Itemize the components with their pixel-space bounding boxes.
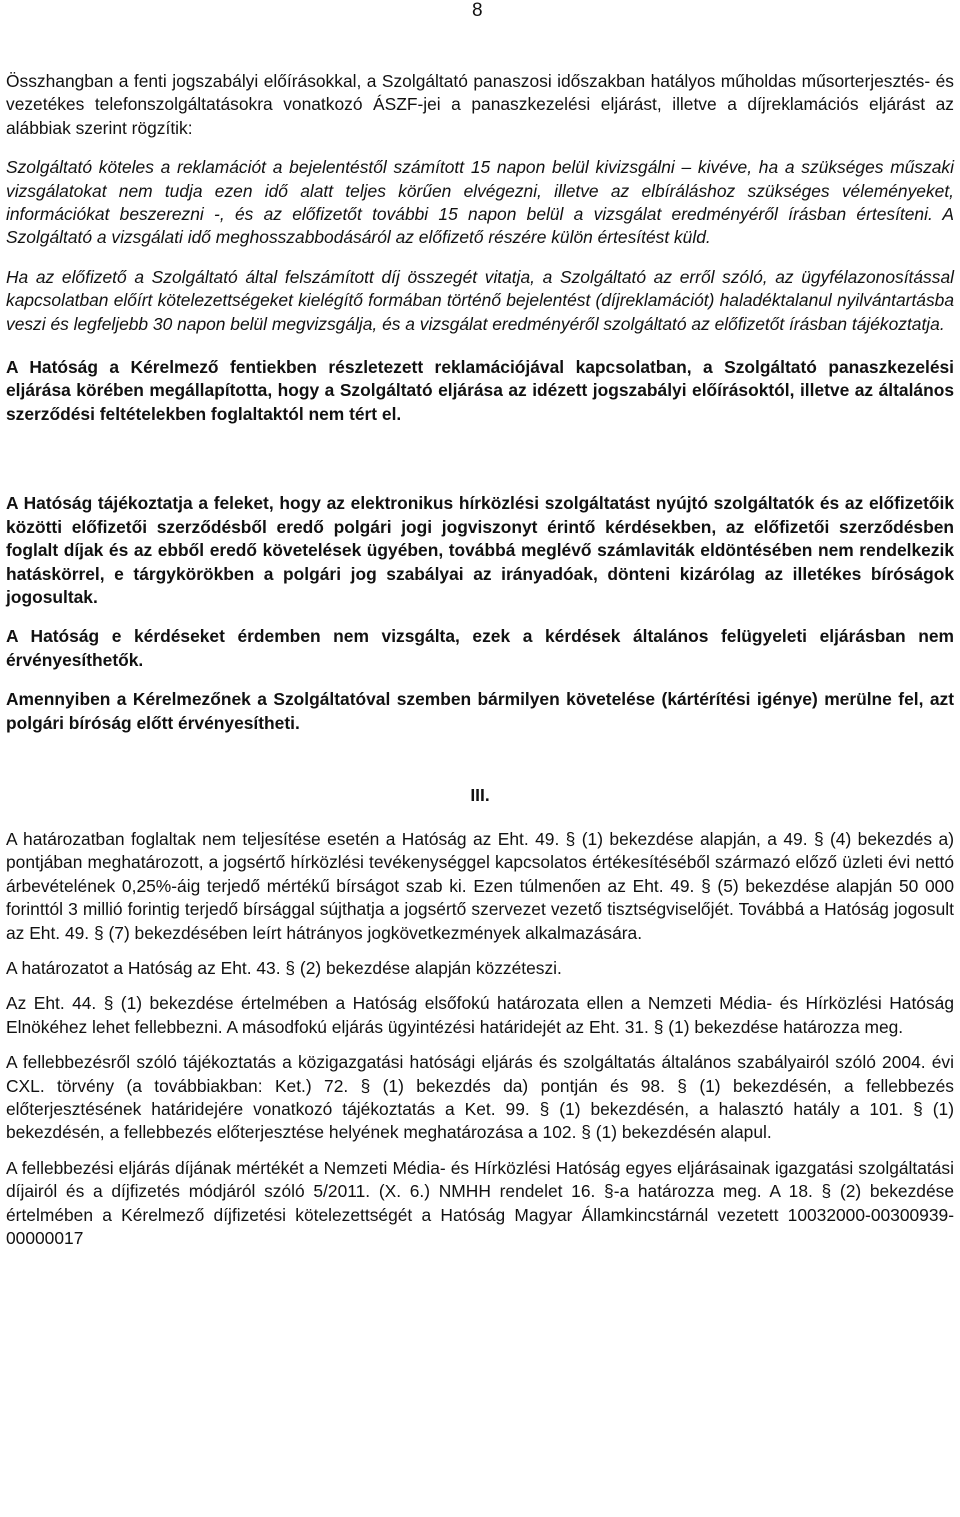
paragraph-appeal-fee: A fellebbezési eljárás díjának mértékét a Nemzeti Média- és Hírközlési Hatóság egyes eljárásainak igazgatási szolgáltatási díjairól és a díjfizetés módjáról szóló 5/2011. (X. 6.) NMHH rendelet 16. §-a határozza meg. A 18. § (2) bekezdése értelmében a Kérelmező díjfizetési kötelezettségét a Hatóság Magyar Államkincstárnál vezetett 10032000-00300939-00000017 [6,1157,954,1249]
paragraph-jurisdiction: A Hatóság tájékoztatja a feleket, hogy az elektronikus hírközlési szolgáltatást nyújtó szolgáltatók és az előfizetőik közötti előfizetői szerződésből eredő polgári jogi jogviszonyt érintő kérdésekben, az előfizetői szerződésben foglalt díjak és az ebből eredő követelések ügyében, továbbá meglévő számlaviták eldöntésében nem rendelkezik hatáskörrel, e tárgykörökben a polgári jog szabályai az irányadóak, dönteni kizárólag az illetékes bíróságok jogosultak. [6,493,954,607]
paragraph-quote-billing: Ha az előfizető a Szolgáltató által felszámított díj összegét vitatja, a Szolgáltató az erről szóló, az ügyfélazonosítással kapcsolatban előírt kötelezettségeket kielégítő formában történő bejelentést (díjreklamációt) haladéktalanul nyilvántartásba veszi és legfeljebb 30 napon belül megvizsgálja, és a vizsgálat eredményéről szolgáltató az előfizetőt írásban tájékoztatja. [6,266,954,334]
paragraph-intro: Összhangban a fenti jogszabályi előírásokkal, a Szolgáltató panaszosi időszakban hatályos műholdas műsorterjesztés- és vezetékes telefonszolgáltatásokra vonatkozó ÁSZF-jei a panaszkezelési eljárást, illetve a díjreklamációs eljárást az alábbiak szerint rögzítik: [6,71,954,138]
page-number: 8 [472,0,483,21]
paragraph-appeal: Az Eht. 44. § (1) bekezdése értelmében a Hatóság elsőfokú határozata ellen a Nemzeti Média- és Hírközlési Hatóság Elnökéhez lehet fellebbezni. A másodfokú eljárás ügyintézési határidejét az Eht. 31. § (1) bekezdése határozza meg. [6,993,954,1037]
paragraph-quote-complaint: Szolgáltató köteles a reklamációt a bejelentéstől számított 15 napon belül kivizsgálni – kivéve, ha a szükséges műszaki vizsgálatokat nem tudja ezen idő alatt teljes körűen elvégezni, illetve az elbíráláshoz szükséges véleményeket, információkat beszerezni -, és az előfizetőt további 15 napon belül a vizsgálat eredményéről írásban értesíteni. A Szolgáltató a vizsgálati idő meghosszabbodásáról az előfizető részére külön értesítést küld. [6,157,954,248]
paragraph-civil-court: Amennyiben a Kérelmezőnek a Szolgáltatóval szemben bármilyen követelése (kártérítési igénye) merülne fel, azt polgári bíróság előtt érvényesítheti. [6,689,954,733]
section-heading-iii: III. [470,784,490,805]
paragraph-appeal-info: A fellebbezésről szóló tájékoztatás a közigazgatási hatósági eljárás és szolgáltatás általános szabályairól szóló 2004. évi CXL. törvény (a továbbiakban: Ket.) 72. § (1) bekezdés da) pontján és 98. § (1) bekezdésén, a fellebbezés előterjesztésének határidejére vonatkozó tájékoztatás a Ket. 99. § (1) bekezdésén, a halasztó hatály a 101. § (1) bekezdésén, a fellebbezés előterjesztése helyének meghatározása a 102. § (1) bekezdésén alapul. [6,1052,954,1143]
paragraph-publication: A határozatot a Hatóság az Eht. 43. § (2) bekezdése alapján közzéteszi. [6,957,562,978]
paragraph-penalty: A határozatban foglaltak nem teljesítése esetén a Hatóság az Eht. 49. § (1) bekezdése alapján, a 49. § (4) bekezdés a) pontjában meghatározott, a jogsértő hírközlési tevékenységgel kapcsolatos értékesítéséből származó előző üzleti évi nettó árbevételének 0,25%-áig terjedő mértékű bírságot szab ki. Ezen túlmenően az Eht. 49. § (5) bekezdése alapján 50 000 forinttól 3 millió forintig terjedő bírsággal sújthatja a jogsértő szervezet vezető tisztségviselőjét. Továbbá a Hatóság jogosult az Eht. 49. § (7) bekezdésében leírt hátrányos jogkövetkezmények alkalmazására. [6,828,954,943]
paragraph-finding: A Hatóság a Kérelmező fentiekben részletezett reklamációjával kapcsolatban, a Szolgáltató panaszkezelési eljárása körében megállapította, hogy a Szolgáltató eljárása az idézett jogszabályi előírásoktól, illetve az általános szerződési feltételekben foglaltaktól nem tért el. [6,357,954,424]
paragraph-not-examined: A Hatóság e kérdéseket érdemben nem vizsgálta, ezek a kérdések általános felügyeleti eljárásban nem érvényesíthetők. [6,626,954,670]
document-body [6,70,954,1250]
